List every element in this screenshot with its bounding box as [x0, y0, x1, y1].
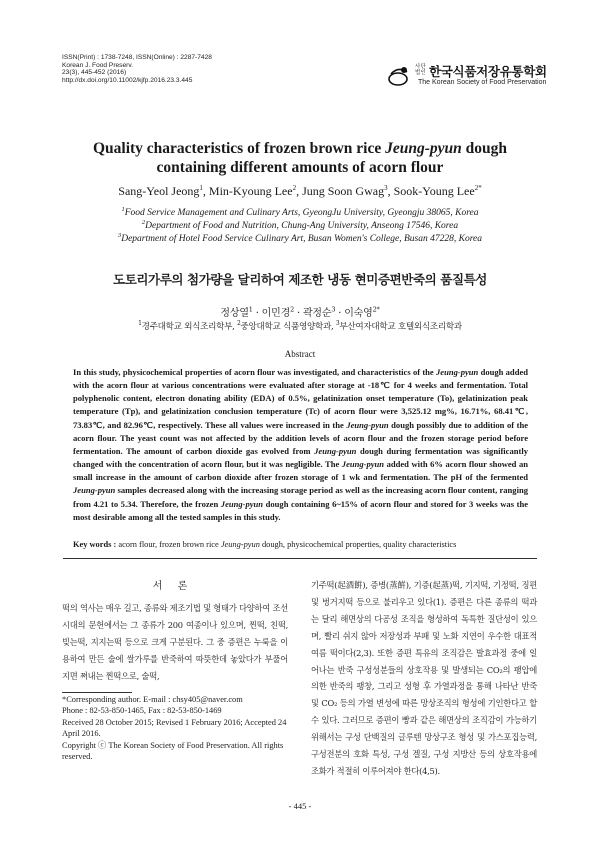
footnote-copyright: Copyright ⓒ The Korean Society of Food Preservation. All rights reserved. [62, 740, 284, 762]
intro-right-column: 기주떡(起酒餠), 증병(蒸餠), 기증(起蒸)떡, 기지떡, 기정떡, 징편 및 벙거지떡 등으로 불리우고 있다(1). 증편은 다른 종류의 떡과는 달리 해면상의 다공성 조직을 형성하여 독특한 질단성이 있으며, 빨리 쉬지 않아 저장성과 부패 및 노화 지연이 우수한 대표적 여름 떡이다(2,3). 또한 증편 특유의 조직감은 발효과정 중에 일어나는 반죽 구성성분들의 상호작용 및 발생되는 CO₂의 팽압에 의한 반죽의 팽창, 그리고 성형 후 가열과정을 통해 나타난 반죽 및 CO₂ 등의 가열 변성에 따른 망상조직의 형성에 기인한다고 할 수 있다. 그러므로 증편이 빵과 같은 해면상의 조직감이 가능하기 위해서는 구성 단백질의 글루텐 망상구조 형성 및 가스포집능력, 구성전분의 호화 특성, 구성 겔질, 구성 지방산 등의 상호작용에 조화가 적절히 이루어져야 한다(4,5). [311, 580, 537, 776]
page-number: - 445 - [288, 801, 312, 811]
keywords-text: acorn flour, frozen brown rice Jeung-pyun dough, physicochemical properties, quality characteristics [118, 540, 457, 549]
footnote-dates: Received 28 October 2015; Revised 1 February 2016; Accepted 24 April 2016. [62, 717, 287, 739]
korean-affiliations: $^1$경주대학교 외식조리학부, $^2$중앙대학교 식품영양학과, $^3$부산여자대학교 호텔외식조리학과 [138, 320, 462, 332]
korean-author: 정상열$^1$ [220, 305, 253, 319]
section-divider [63, 558, 537, 559]
korean-affiliation: $^1$경주대학교 외식조리학부 [138, 320, 233, 332]
korean-author: 곽정순$^3$ [302, 305, 336, 319]
intro-left-column: 떡의 역사는 매우 길고, 종류와 제조기법 및 형태가 다양하여 조선시대의 문헌에서는 그 종류가 200 여종이나 있으며, 찐떡, 친떡, 빚는떡, 지지는떡 등으로 크게 구분된다. 그 중 증편은 누룩을 이용하여 만든 술에 쌀가루를 반죽하여 따뜻한데 놓았다가 부풀어지면 쪄내는 찐떡으로, 술떡, [62, 603, 288, 681]
journal-doi[interactable]: http://dx.doi.org/10.11002/kjfp.2016.23.3.445 [62, 76, 193, 84]
korean-author: 이숙영$^{2*}$ [344, 305, 380, 319]
footnote-divider [62, 692, 132, 693]
korean-title: 도토리가루의 첨가량을 달리하여 제조한 냉동 현미증편반죽의 품질특성 [113, 272, 487, 287]
author: Sang-Yeol Jeong$^1$ [118, 184, 203, 198]
paper-title-line-1: Quality characteristics of frozen brown rice Jeung-pyun dough [92, 140, 508, 157]
korean-affiliation: $^3$부산여자대학교 호텔외식조리학과 [335, 320, 462, 332]
affiliation-1: $^1$Food Service Management and Culinary Arts, GyeongJu University, Gyeongju 38065, Korea [121, 206, 479, 219]
society-type-label: 사단 법인 [415, 64, 426, 76]
society-logo [388, 62, 548, 94]
keywords [73, 540, 533, 549]
journal-issn: ISSN(Print) : 1738-7248, ISSN(Online) : 2287-7428 [62, 54, 212, 61]
footnote-phone: Phone : 82-53-850-1465, Fax : 82-53-850-1469 [62, 706, 222, 716]
section-heading-introduction: 서 론 [152, 581, 194, 592]
korean-affiliation: $^2$중앙대학교 식품영양학과 [237, 320, 331, 332]
footnote-corresponding: *Corresponding author. E-mail : chsy405@naver.com [62, 695, 243, 704]
keywords-label: Key words : [73, 540, 117, 549]
paper-title-line-2: containing different amounts of acorn flour [156, 158, 444, 176]
affiliation-2: $^2$Department of Food and Nutrition, Chung-Ang University, Anseong 17546, Korea [141, 219, 459, 232]
author: Sook-Young Lee$^{2*}$ [393, 184, 482, 198]
journal-name: Korean J. Food Preserv. [62, 61, 133, 69]
korean-author-list: 정상열$^1$ · 이민경$^2$ · 곽정순$^3$ · 이숙영$^{2*}$ [220, 305, 380, 319]
author-list: Sang-Yeol Jeong$^1$, Min-Kyoung Lee$^2$, Jung Soon Gwag$^3$, Sook-Young Lee$^{2*}$ [118, 184, 482, 198]
journal-volume: 23(3), 445-452 (2016) [62, 69, 127, 77]
journal-meta [62, 54, 212, 84]
society-emblem-icon [388, 64, 414, 88]
society-name-english: The Korean Society of Food Preservation [418, 79, 547, 86]
author: Jung Soon Gwag$^3$ [302, 184, 388, 198]
author: Min-Kyoung Lee$^2$ [208, 184, 297, 198]
society-name-korean: 한국식품저장유통학회 [429, 64, 547, 79]
footnote [62, 694, 292, 762]
korean-author: 이민경$^2$ [261, 305, 294, 319]
affiliation-3: $^3$Department of Hotel Food Service Culinary Art, Busan Women's College, Busan 47228, Korea [117, 232, 483, 245]
abstract-body: In this study, physicochemical properties of acorn flour was investigated, and characteristics of the Jeung-pyun dough added with the acorn flour at various concentrations were evaluated after storage at -18℃ for 4 weeks and fermentation. Total polyphenolic content, electron donating ability (EDA) of 0.5%, gelatinization onset temperature (To), gelatinization peak temperature (Tp), and gelatinization conclusion temperature (Tc) of acorn flour were 3,525.12 mg%, 16.71%, 68.41℃, 73.83℃, and 82.96℃, respectively. These all values were increased in the Jeung-pyun dough possibly due to addition of the acorn flour. The yeast count was not affected by the addition levels of acorn flour and the frozen storage period before fermentation. The amount of carbon dioxide gas evolved from Jeung-pyun dough during fermentation was significantly changed with the concentration of acorn flour, but it was negligible. The Jeung-pyun added with 6% acorn flour showed an small increase in the amount of carbon dioxide after frozen storage of 1 wk and fermentation. The pH of the fermented Jeung-pyun samples decreased along with the increasing storage period as well as the increasing acorn flour content, ranging from 4.21 to 5.34. Therefore, the frozen Jeung-pyun dough containing 6~15% of acorn flour and stored for 3 weeks was the most desirable among all the tested samples in this study. [73, 367, 528, 522]
abstract-heading: Abstract [284, 349, 316, 359]
paper-title [40, 140, 560, 177]
